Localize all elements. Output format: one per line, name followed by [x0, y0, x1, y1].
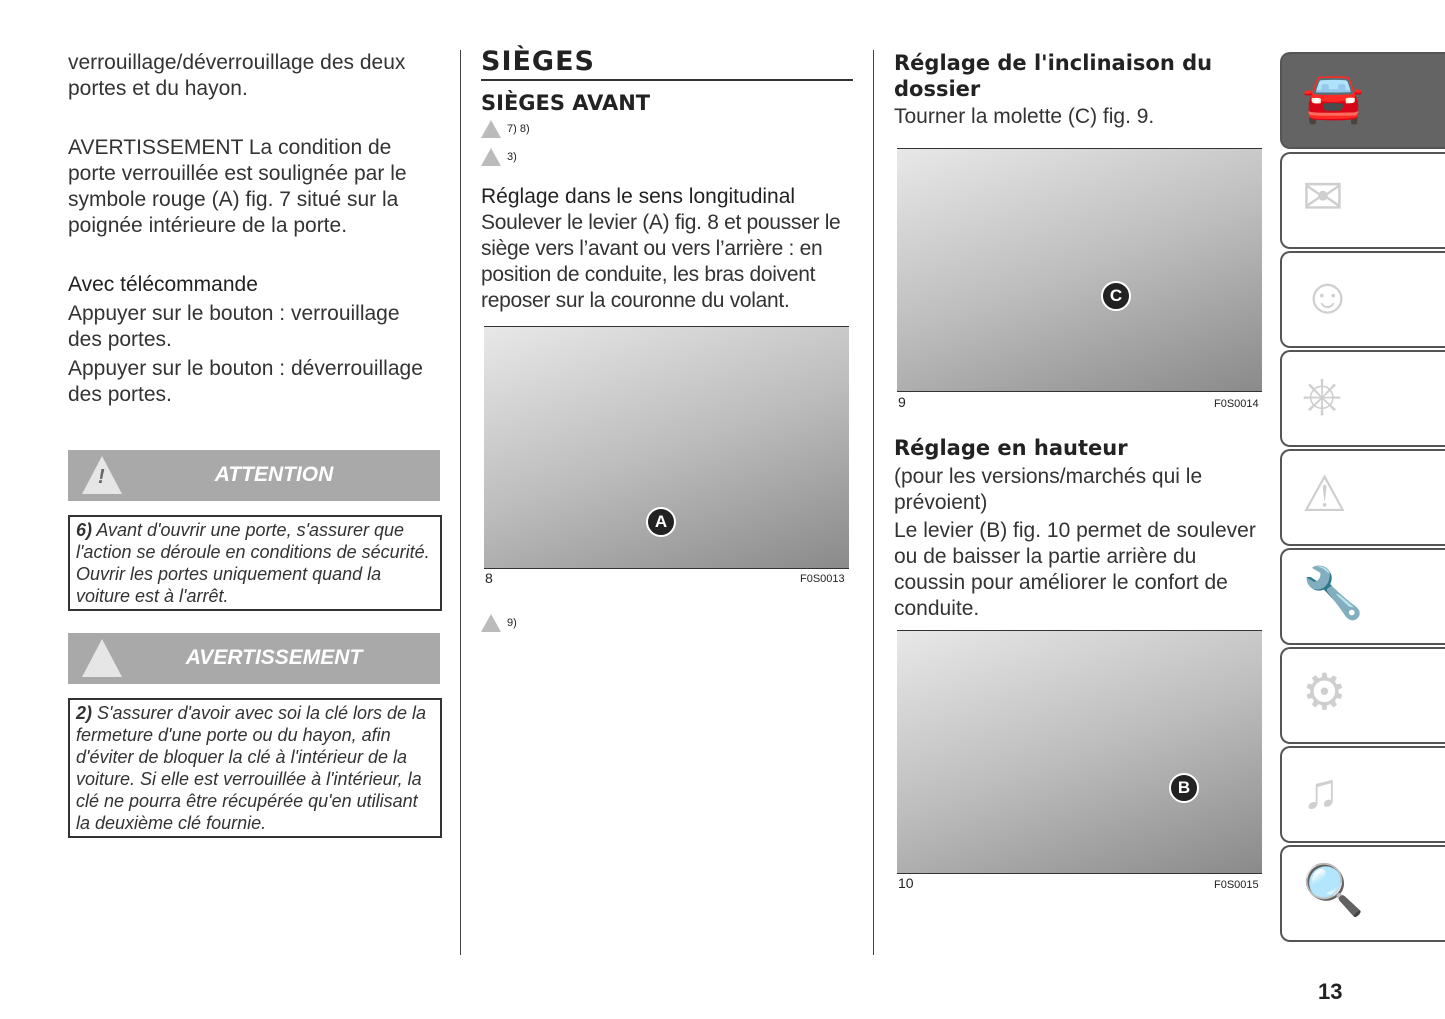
- warning-box: [68, 698, 442, 838]
- tab-warning-lights[interactable]: [1280, 152, 1445, 249]
- tab-car-info[interactable]: [1280, 52, 1445, 149]
- warning-title: AVERTISSEMENT: [185, 646, 363, 669]
- specs-gear-icon: ⚙: [1302, 664, 1347, 720]
- figure-8-seat-lever: [484, 326, 849, 569]
- warning-icon: [481, 120, 501, 138]
- section-heading: Réglage en hauteur: [894, 436, 1128, 460]
- tab-emergency[interactable]: [1280, 449, 1445, 546]
- note-refs-text: 7) 8): [507, 123, 530, 135]
- figure-code: F0S0015: [1214, 879, 1259, 891]
- attention-box: [68, 515, 442, 611]
- car-warning-triangle-icon: ⚠: [1302, 466, 1347, 522]
- warning-banner: [68, 633, 440, 684]
- figure-number: 8: [485, 570, 493, 586]
- section-heading: Réglage de l'inclinaison du dossier: [894, 51, 1213, 101]
- section-heading: Avec télécommande: [68, 273, 258, 296]
- paragraph: AVERTISSEMENT La condition de porte verrouillée est soulignée par le symbole rouge (A) fig. 7 situé sur la poignée intérieure de la porte.: [68, 136, 407, 237]
- paragraph: (pour les versions/marchés qui le prévoient): [894, 465, 1203, 514]
- warning-refs: [481, 120, 530, 138]
- index-search-icon: 🔍: [1302, 862, 1365, 918]
- note-number: 6): [76, 520, 93, 540]
- figure-number: 9: [898, 394, 906, 410]
- multimedia-icon: ♫: [1302, 763, 1340, 819]
- note-number: 2): [76, 703, 93, 723]
- column-divider: [873, 50, 874, 955]
- figure-number: 10: [898, 875, 914, 891]
- note-text: Avant d'ouvrir une porte, s'assurer que l'action se déroule en conditions de sécurité. Ouvrir les portes uniquement quand la voiture est à l'arrêt.: [76, 520, 430, 606]
- attention-title: ATTENTION: [214, 463, 334, 486]
- paragraph: Le levier (B) fig. 10 permet de soulever ou de baisser la partie arrière du coussin pour améliorer le confort de conduite.: [894, 519, 1256, 620]
- note-refs-text: 3): [507, 151, 517, 163]
- title-rule: [481, 79, 853, 81]
- note-refs-text: 9): [507, 617, 517, 629]
- section-heading: Réglage dans le sens longitudinal: [481, 185, 796, 208]
- section-title: SIÈGES AVANT: [481, 91, 651, 115]
- car-warning-icon: [481, 148, 501, 166]
- paragraph: Tourner la molette (C) fig. 9.: [894, 105, 1155, 128]
- attention-banner: [68, 450, 440, 501]
- airbag-seatbelt-icon: ☺: [1302, 268, 1354, 324]
- warning-refs: [481, 614, 517, 632]
- tab-multimedia[interactable]: [1280, 746, 1445, 843]
- figure-code: F0S0013: [800, 573, 845, 585]
- figure-9-recline-knob: [897, 148, 1262, 392]
- figure-marker: C: [1101, 281, 1131, 311]
- warning-light-message-icon: ✉: [1302, 169, 1344, 225]
- figure-10-height-lever: [897, 630, 1262, 874]
- paragraph: Appuyer sur le bouton : verrouillage des portes.: [68, 302, 400, 351]
- longitudinal-section: [481, 184, 857, 314]
- page-number: 13: [1318, 979, 1343, 1004]
- tab-maintenance[interactable]: [1280, 548, 1445, 645]
- car-info-icon: 🚘: [1302, 69, 1365, 125]
- car-wrench-icon: 🔧: [1302, 565, 1365, 621]
- figure-marker: A: [646, 507, 676, 537]
- tab-index[interactable]: [1280, 845, 1445, 942]
- warning-icon: !: [82, 456, 122, 494]
- tab-technical-data[interactable]: [1280, 647, 1445, 744]
- figure-code: F0S0014: [1214, 398, 1259, 410]
- paragraph: Soulever le levier (A) fig. 8 et pousser le siège vers l’avant ou vers l’arrière : en position de conduite, les bras doivent reposer sur la couronne du volant.: [481, 211, 841, 312]
- warning-icon: [481, 614, 501, 632]
- page-title: SIÈGES: [481, 46, 595, 77]
- paragraph: verrouillage/déverrouillage des deux portes et du hayon.: [68, 51, 406, 100]
- caution-refs: [481, 148, 517, 166]
- note-text: S'assurer d'avoir avec soi la clé lors de la fermeture d'une porte ou du hayon, afin d'éviter de bloquer la clé à l'intérieur de la voiture. Si elle est verrouillée à l'intérieur, la clé ne pourra être récupérée qu'en utilisant la deuxième clé fournie.: [76, 703, 427, 833]
- column-divider: [460, 50, 461, 955]
- tab-safety[interactable]: [1280, 251, 1445, 348]
- key-steering-wheel-icon: ⎈: [1302, 367, 1342, 423]
- figure-marker: B: [1169, 773, 1199, 803]
- tab-driving[interactable]: [1280, 350, 1445, 447]
- paragraph: Appuyer sur le bouton : déverrouillage des portes.: [68, 357, 423, 406]
